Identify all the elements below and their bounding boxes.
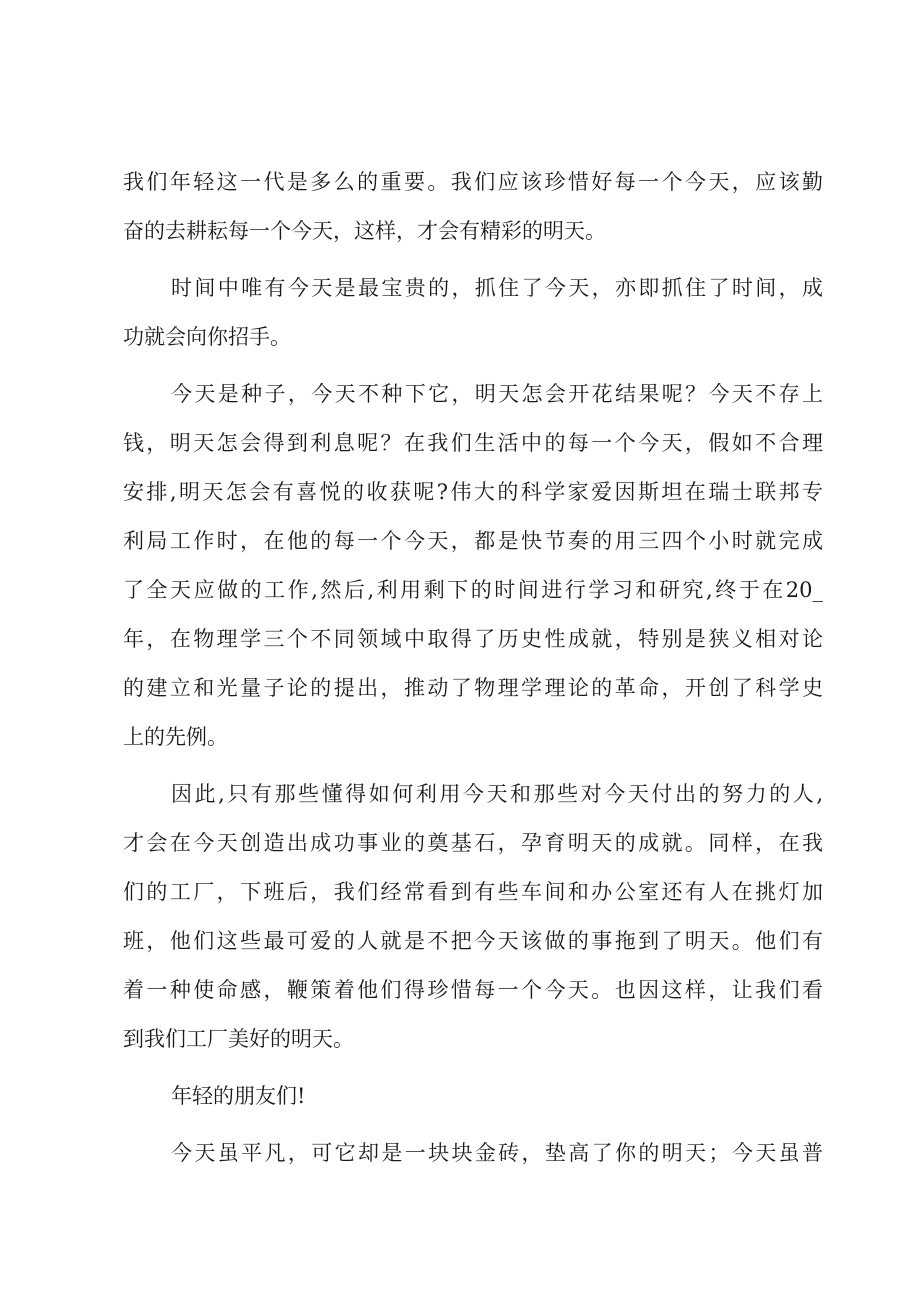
paragraph bbox=[123, 264, 823, 362]
text-line: 了全天应做的工作,然后,利用剩下的时间进行学习和研究,终于在20_ bbox=[123, 578, 823, 602]
text-line: 到我们工厂美好的明天。 bbox=[123, 1027, 354, 1051]
text-line: 我们年轻这一代是多么的重要。我们应该珍惜好每一个今天，应该勤 bbox=[123, 170, 823, 194]
text-line: 因此,只有那些懂得如何利用今天和那些对今天付出的努力的人, bbox=[171, 782, 823, 806]
text-line: 班，他们这些最可爱的人就是不把今天该做的事拖到了明天。他们有 bbox=[123, 929, 823, 953]
paragraph bbox=[123, 370, 823, 762]
text-line: 上的先例。 bbox=[123, 725, 228, 749]
text-line: 们的工厂，下班后，我们经常看到有些车间和办公室还有人在挑灯加 bbox=[123, 880, 823, 904]
text-line: 安排,明天怎会有喜悦的收获呢?伟大的科学家爱因斯坦在瑞士联邦专 bbox=[123, 480, 823, 504]
document-body bbox=[123, 158, 823, 1178]
text-line: 今天虽平凡，可它却是一块块金砖，垫高了你的明天；今天虽普 bbox=[171, 1141, 823, 1165]
text-line: 功就会向你招手。 bbox=[123, 325, 291, 349]
paragraph bbox=[123, 158, 823, 256]
text-line: 的建立和光量子论的提出，推动了物理学理论的革命，开创了科学史 bbox=[123, 676, 823, 700]
text-line: 钱，明天怎会得到利息呢？在我们生活中的每一个今天，假如不合理 bbox=[123, 431, 823, 455]
text-line: 利局工作时，在他的每一个今天，都是快节奏的用三四个小时就完成 bbox=[123, 529, 823, 553]
text-line: 着一种使命感，鞭策着他们得珍惜每一个今天。也因这样，让我们看 bbox=[123, 978, 823, 1002]
text-line: 时间中唯有今天是最宝贵的，抓住了今天，亦即抓住了时间，成 bbox=[171, 276, 823, 300]
text-line: 才会在今天创造出成功事业的奠基石，孕育明天的成就。同样，在我 bbox=[123, 831, 823, 855]
paragraph bbox=[123, 1129, 823, 1178]
text-line: 年轻的朋友们! bbox=[171, 1084, 306, 1108]
text-line: 奋的去耕耘每一个今天，这样，才会有精彩的明天。 bbox=[123, 219, 606, 243]
paragraph bbox=[123, 1072, 823, 1121]
paragraph bbox=[123, 770, 823, 1064]
text-line: 今天是种子，今天不种下它，明天怎会开花结果呢？今天不存上 bbox=[171, 382, 823, 406]
text-line: 年，在物理学三个不同领域中取得了历史性成就，特别是狭义相对论 bbox=[123, 627, 823, 651]
